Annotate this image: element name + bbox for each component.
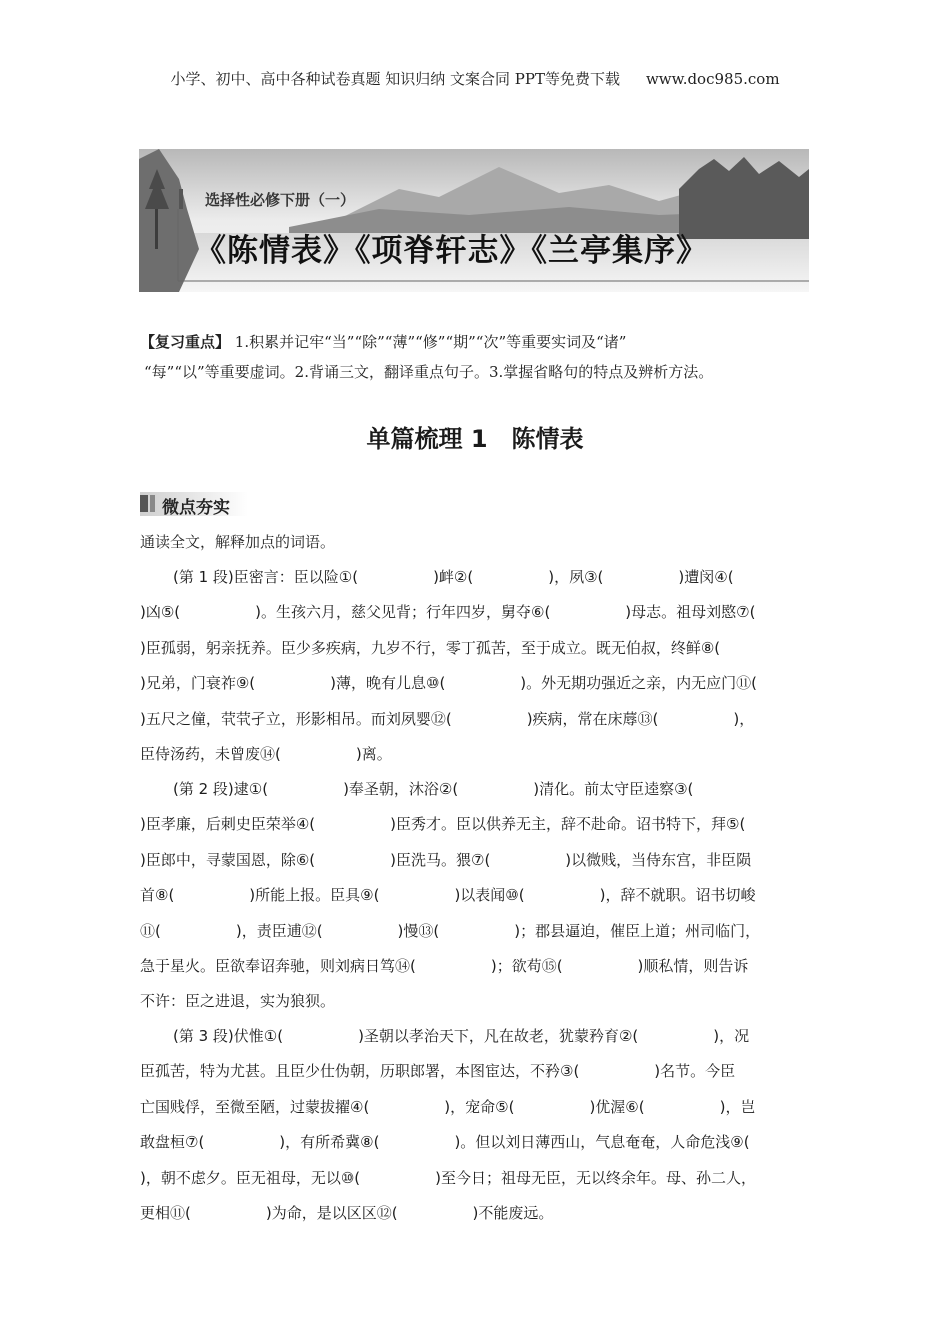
text-line: )臣孤弱，躬亲抚养。臣少多疾病，九岁不行，零丁孤苦，至于成立。既无伯叔，终鲜⑧( <box>140 638 721 657</box>
header-slogan: 小学、初中、高中各种试卷真题 知识归纳 文案合同 PPT等免费下载 <box>170 70 620 88</box>
text-line: ⑪( )，责臣逋⑫( )慢⑬( )；郡县逼迫，催臣上道；州司临门， <box>140 921 761 940</box>
paragraph-1 <box>140 560 812 772</box>
instruction-text: 通读全文，解释加点的词语。 <box>140 533 336 551</box>
text-line: )臣郎中，寻蒙国恩，除⑥( )臣洗马。猥⑦( )以微贱，当侍东宫，非臣陨 <box>140 850 752 869</box>
text-line: 敢盘桓⑦( )，有所希冀⑧( )。但以刘日薄西山，气息奄奄，人命危浅⑨( <box>140 1133 750 1152</box>
header-url: www.doc985.com <box>645 70 780 88</box>
section-title: 单篇梳理 1 陈情表 <box>366 425 584 453</box>
subhead-block <box>140 492 248 516</box>
text-line: )臣孝廉，后刺史臣荣举④( )臣秀才。臣以供养无主，辞不赴命。诏书特下，拜⑤( <box>140 815 746 834</box>
banner-frame <box>139 149 809 292</box>
paragraph-2 <box>140 772 812 1020</box>
page-header <box>0 68 950 89</box>
review-line-2: “每”“以”等重要虚词。2.背诵三文，翻译重点句子。3.掌握省略句的特点及辨析方法。 <box>144 363 714 381</box>
text-line: 急于星火。臣欲奉诏奔驰，则刘病日笃⑭( )；欲苟⑮( )顺私情，则告诉 <box>140 956 749 975</box>
text-line: (第 2 段)逮①( )奉圣朝，沐浴②( )清化。前太守臣逵察③( <box>173 780 694 798</box>
paragraph-3 <box>140 1019 812 1231</box>
chapter-banner <box>139 149 809 292</box>
text-line: )兄弟，门衰祚⑨( )薄，晚有儿息⑩( )。外无期功强近之亲，内无应门⑪( <box>140 674 758 693</box>
text-line: 亡国贱俘，至微至陋，过蒙拔擢④( )，宠命⑤( )优渥⑥( )，岂 <box>140 1097 756 1116</box>
subhead-label: 微点夯实 <box>162 498 230 518</box>
review-label: 【复习重点】 <box>140 333 231 351</box>
text-line: )五尺之僮，茕茕孑立，形影相吊。而刘夙婴⑫( )疾病，常在床蓐⑬( )， <box>140 709 755 728</box>
banner-subtitle: 选择性必修下册（一） <box>205 191 356 209</box>
text-line: 首⑧( )所能上报。臣具⑨( )以表闻⑩( )，辞不就职。诏书切峻 <box>140 886 756 905</box>
subhead-marker-2 <box>150 495 155 512</box>
text-line: 不许：臣之进退，实为狼狈。 <box>140 992 336 1011</box>
text-line: )，朝不虑夕。臣无祖母，无以⑩( )至今日；祖母无臣，无以终余年。母、孙二人， <box>140 1168 757 1187</box>
text-line: (第 1 段)臣密言：臣以险①( )衅②( )，夙③( )遭闵④( <box>173 568 734 586</box>
banner-title: 《陈情表》《项脊轩志》《兰亭集序》 <box>195 233 708 269</box>
text-line: 更相⑪( )为命，是以区区⑫( )不能废远。 <box>140 1203 554 1222</box>
text-line: 臣孤苦，特为尤甚。且臣少仕伪朝，历职郎署，本图宦达，不矜③( )名节。今臣 <box>140 1062 736 1081</box>
review-focus <box>140 327 810 387</box>
text-line: (第 3 段)伏惟①( )圣朝以孝治天下，凡在故老，犹蒙矜育②( )，况 <box>173 1027 750 1045</box>
review-line-1: 1.积累并记牢“当”“除”“薄”“修”“期”“次”等重要实词及“诸” <box>234 333 627 351</box>
subhead-marker <box>140 495 148 512</box>
text-line: 臣侍汤药，未曾废⑭( )离。 <box>140 744 392 763</box>
text-line: )凶⑤( )。生孩六月，慈父见背；行年四岁，舅夺⑥( )母志。祖母刘愍⑦( <box>140 603 756 622</box>
